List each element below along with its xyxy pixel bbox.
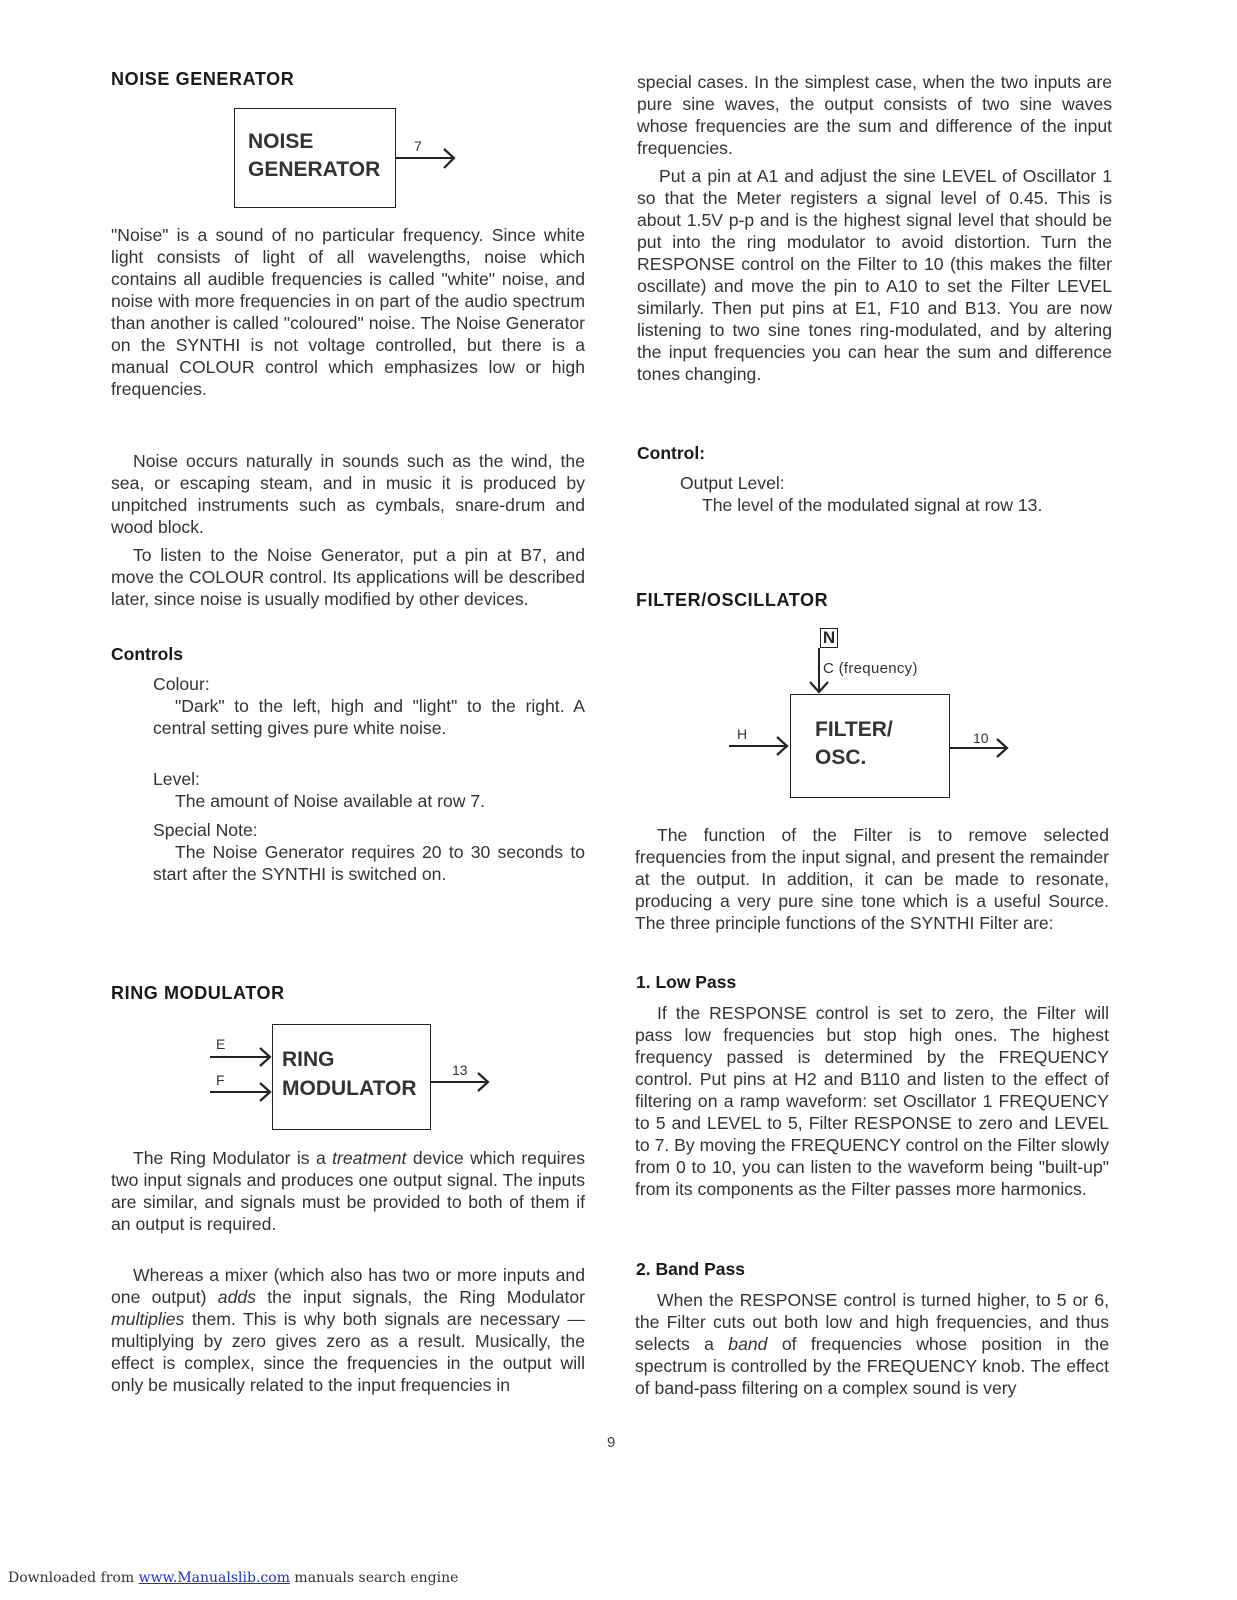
noise-heading: NOISE GENERATOR [111,69,295,89]
page-number: 9 [607,1434,616,1451]
band-pass-heading: 2. Band Pass [636,1259,745,1279]
noise-paragraph-1: "Noise" is a sound of no particular frequency. Since white light consists of light of all wavelengths, noise which contains all audible frequencies is called "white" noise, and noise with more frequencies in on part of the audio spectrum than another is called "coloured" noise. The Noise Generator on the SYNTHI is not voltage controlled, but there is a manual COLOUR control which emphasizes low or high frequencies. [111,225,585,399]
filter-heading: FILTER/OSCILLATOR [636,590,829,610]
special-note-label: Special Note: [153,820,258,840]
filter-input-arrow-icon [729,734,793,758]
ring-input-e-label: E [216,1036,226,1052]
filter-n-badge: N [820,628,838,648]
output-level-label: Output Level: [680,473,785,493]
ring-heading: RING MODULATOR [111,983,285,1003]
ring-input-f-arrow-icon [210,1080,274,1104]
noise-output-label: 7 [414,138,422,154]
level-text: The amount of Noise available at row 7. [175,791,486,811]
noise-generator-diagram [232,106,492,212]
ring-paragraph-1: The Ring Modulator is a treatment device which requires two input signals and produces one output signal. The inputs are similar, and signals must be provided to both of them if an output is required. [111,1148,585,1234]
low-pass-heading: 1. Low Pass [636,972,737,992]
output-level-text: The level of the modulated signal at row 13. [702,495,1043,515]
filter-output-label: 10 [973,730,989,746]
ring-paragraph-2: Whereas a mixer (which also has two or more inputs and one output) adds the input signals, the Ring Modulator multiplies them. This is why both signals are necessary — multiplying by zero gives zero as a result. Musically, the effect is complex, since the frequencies in the output will only be musically related to the input frequencies in [111,1265,586,1395]
filter-control-label: C (frequency) [823,660,918,677]
filter-oscillator-box [790,694,950,798]
ring-output-label: 13 [452,1062,468,1078]
low-pass-text: If the RESPONSE control is set to zero, the Filter will pass low frequencies but stop high ones. The highest frequency passed is determined by the FREQUENCY control. Put pins at H2 and B110 and listen to the effect of filtering on a ramp waveform: set Oscillator 1 FREQUENCY to 5 and LEVEL to 5, Filter RESPONSE to zero and LEVEL to 7. By moving the FREQUENCY control on the Filter slowly from 0 to 10, you can listen to the waveform being "built-up" from its components as the Filter passes more harmonics. [635,1003,1109,1199]
ring-modulator-diagram [210,1020,510,1135]
ring-continued-paragraph-1: special cases. In the simplest case, when the two inputs are pure sine waves, the output consists of two sine waves whose frequencies are the sum and difference of the input frequencies. [637,72,1112,158]
ring-output-arrow-icon [430,1070,500,1094]
filter-paragraph-1: The function of the Filter is to remove selected frequencies from the input signal, and present the remainder at the output. In addition, it can be made to resonate, producing a very pure sine tone which is a useful Source. The three principle functions of the SYNTHI Filter are: [635,825,1109,933]
ring-input-f-label: F [216,1072,225,1088]
filter-input-h-label: H [737,726,748,742]
filter-box-line2: OSC. [815,746,867,769]
manualslib-link[interactable]: www.Manualslib.com [138,1570,290,1586]
noise-box-line1: NOISE [248,130,314,153]
colour-text: "Dark" to the left, high and "light" to the right. A central setting gives pure white noise. [153,696,585,738]
ring-box-line2: MODULATOR [282,1077,417,1100]
filter-oscillator-diagram [725,624,1025,804]
noise-paragraph-3: To listen to the Noise Generator, put a pin at B7, and move the COLOUR control. Its applications will be described later, since noise is usually modified by other devices. [111,545,585,609]
filter-box-line1: FILTER/ [815,718,893,741]
colour-label: Colour: [153,674,210,694]
footer-prefix: Downloaded from [8,1570,139,1586]
level-label: Level: [153,769,200,789]
ring-control-heading: Control: [637,443,706,463]
noise-box-line2: GENERATOR [248,158,381,181]
noise-paragraph-2: Noise occurs naturally in sounds such as the wind, the sea, or escaping steam, and in music it is produced by unpitched instruments such as cymbals, snare-drum and wood block. [111,451,585,537]
footer [8,1570,458,1586]
band-pass-text: When the RESPONSE control is turned higher, to 5 or 6, the Filter cuts out both low and high frequencies, and thus selects a band of frequencies whose position in the spectrum is controlled by the FREQUENCY knob. The effect of band-pass filtering on a complex sound is very [635,1290,1109,1398]
footer-suffix: manuals search engine [289,1570,459,1586]
ring-box-line1: RING [282,1048,335,1071]
ring-input-e-arrow-icon [210,1045,274,1069]
ring-continued-paragraph-2: Put a pin at A1 and adjust the sine LEVEL of Oscillator 1 so that the Meter registers a signal level of 0.45. This is about 1.5V p-p and is the highest signal level that should be put into the ring modulator to avoid distortion. Turn the RESPONSE control on the Filter to 10 (this makes the filter oscillate) and move the pin to A10 to set the Filter LEVEL similarly. Then put pins at E1, F10 and B13. You are now listening to two sine tones ring-modulated, and by altering the input frequencies you can hear the sum and difference tones changing. [637,166,1112,384]
noise-controls-heading: Controls [111,644,183,664]
special-note-text: The Noise Generator requires 20 to 30 seconds to start after the SYNTHI is switched on. [153,842,585,884]
filter-output-arrow-icon [949,736,1013,760]
noise-output-arrow-icon [396,146,466,176]
